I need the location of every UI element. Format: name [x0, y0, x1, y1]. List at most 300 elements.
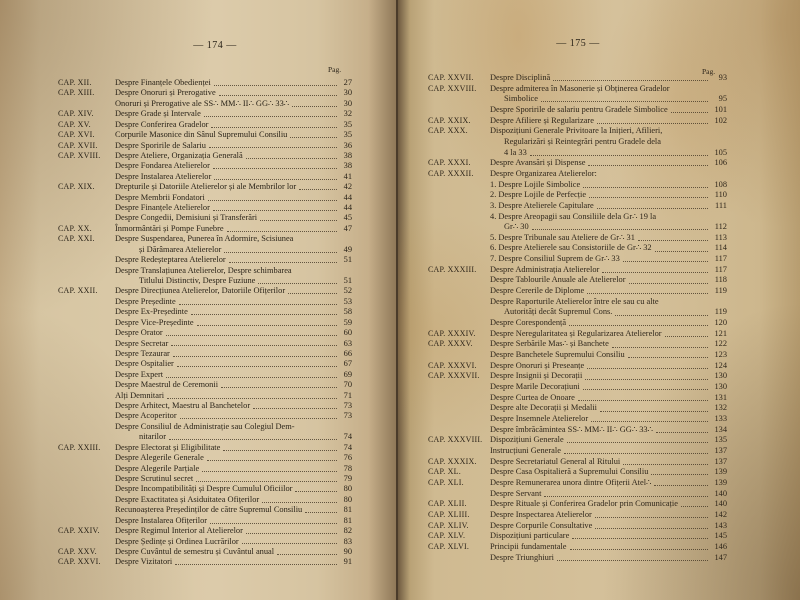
- dot-leader: [564, 452, 708, 454]
- entry-title: Despre Afiliere și Regularizare: [490, 115, 594, 125]
- toc-row: [58, 276, 352, 286]
- toc-row: [428, 318, 727, 329]
- toc-row: [58, 359, 352, 369]
- chapter-label: CAP. XV.: [58, 119, 91, 129]
- entry-page-number: 118: [714, 275, 727, 285]
- entry-page-number: 47: [343, 223, 352, 233]
- entry-page-number: 70: [343, 380, 352, 390]
- dot-leader: [295, 490, 337, 492]
- entry-title: Despre Ateliere, Organizația Generală: [115, 150, 243, 160]
- entry-page-number: 133: [714, 413, 727, 423]
- entry-page-number: 140: [714, 488, 727, 498]
- dot-leader: [578, 399, 708, 401]
- entry-page-number: 112: [714, 222, 727, 232]
- toc-row: [58, 505, 352, 515]
- dot-leader: [166, 376, 337, 378]
- chapter-label: CAP. XIX.: [58, 182, 95, 192]
- toc-row: [58, 370, 352, 380]
- dot-leader: [221, 386, 337, 388]
- toc-row: [428, 403, 727, 414]
- entry-page-number: 41: [343, 171, 352, 181]
- entry-page-number: 102: [714, 115, 727, 125]
- dot-leader: [277, 553, 337, 555]
- toc-row: [428, 499, 727, 510]
- table-of-contents: [428, 73, 727, 563]
- toc-row: [58, 245, 352, 255]
- entry-page-number: 135: [714, 435, 727, 445]
- toc-row: [58, 161, 352, 171]
- entry-page-number: 38: [343, 150, 352, 160]
- entry-title: Despre Expert: [115, 369, 164, 379]
- dot-leader: [202, 470, 337, 472]
- entry-title: Despre Inspectarea Atelierelor: [490, 509, 592, 519]
- entry-title: Despre Tezaurar: [115, 348, 170, 358]
- entry-title: Despre Translațiunea Atelierelor, Despre schimbarea: [115, 265, 292, 275]
- entry-title: Despre Sporirile de Salariu: [115, 140, 206, 150]
- page-number: — 175 —: [556, 38, 600, 49]
- chapter-label: CAP. XXVII.: [428, 72, 474, 82]
- toc-row: [58, 474, 352, 484]
- entry-title: 3. Despre Atelierele Capitulare: [490, 200, 594, 210]
- dot-leader: [595, 527, 708, 529]
- entry-page-number: 79: [343, 474, 352, 484]
- entry-page-number: 119: [714, 307, 727, 317]
- toc-row: [428, 190, 727, 201]
- toc-row: [428, 553, 727, 564]
- entry-page-number: 71: [343, 390, 352, 400]
- toc-row: [428, 244, 727, 255]
- entry-page-number: 110: [714, 190, 727, 200]
- entry-title: 4 la 33: [504, 147, 527, 157]
- dot-leader: [262, 501, 337, 503]
- entry-title: Despre Alegerile Generale: [115, 453, 204, 463]
- entry-title: Despre Tablourile Anuale ale Atelierelor: [490, 275, 626, 285]
- toc-row: [58, 234, 352, 244]
- entry-title: Despre Orator: [115, 328, 163, 338]
- toc-row: [58, 557, 352, 567]
- entry-page-number: 35: [343, 119, 352, 129]
- dot-leader: [171, 344, 337, 346]
- dot-leader: [587, 292, 708, 294]
- dot-leader: [541, 100, 708, 102]
- toc-row: [58, 130, 352, 140]
- dot-leader: [572, 537, 708, 539]
- entry-title: Despre Instalarea Ofițerilor: [115, 515, 208, 525]
- entry-page-number: 142: [714, 509, 727, 519]
- toc-row: [428, 275, 727, 286]
- chapter-label: CAP. XXI.: [58, 234, 95, 244]
- chapter-label: CAP. XXV.: [58, 546, 97, 556]
- chapter-label: CAP. XLI.: [428, 477, 464, 487]
- entry-page-number: 27: [343, 77, 352, 87]
- dot-leader: [214, 84, 337, 86]
- dot-leader: [258, 282, 337, 284]
- entry-title: Despre Onoruri și Preseanțe: [490, 360, 585, 370]
- entry-title: Înmormântări și Pompe Funebre: [115, 223, 224, 233]
- toc-row: [58, 266, 352, 276]
- dot-leader: [671, 111, 708, 113]
- page-number: — 174 —: [193, 40, 237, 51]
- entry-title: Despre Regimul Interior al Atelierelor: [115, 526, 243, 536]
- toc-row: [58, 78, 352, 88]
- dot-leader: [530, 154, 708, 156]
- dot-leader: [567, 441, 708, 443]
- dot-leader: [208, 199, 337, 201]
- entry-page-number: 80: [343, 494, 352, 504]
- entry-page-number: 59: [343, 317, 352, 327]
- entry-page-number: 132: [714, 403, 727, 413]
- entry-title: Despre Exactitatea și Asiduitatea Ofițerilor: [115, 494, 260, 504]
- dot-leader: [651, 473, 708, 475]
- dot-leader: [569, 324, 708, 326]
- dot-leader: [242, 542, 337, 544]
- toc-row: [58, 109, 352, 119]
- toc-row: [58, 182, 352, 192]
- entry-title: Despre Raporturile Atelierelor între ele sau cu alte: [490, 296, 659, 306]
- chapter-label: CAP. XXXI.: [428, 158, 471, 168]
- chapter-label: CAP. XXXVII.: [428, 371, 480, 381]
- entry-title: Despre Redeșteptarea Atelierelor: [115, 255, 226, 265]
- toc-row: [428, 137, 727, 148]
- entry-title: Despre Scrutinul secret: [115, 474, 194, 484]
- entry-page-number: 114: [714, 243, 727, 253]
- toc-row: [58, 286, 352, 296]
- entry-page-number: 51: [343, 255, 352, 265]
- toc-row: [58, 537, 352, 547]
- dot-leader: [175, 563, 337, 565]
- entry-page-number: 119: [714, 286, 727, 296]
- dot-leader: [223, 449, 337, 451]
- entry-title: Simbolice: [504, 94, 538, 104]
- entry-title: Despre Corespondență: [490, 318, 567, 328]
- toc-row: [428, 212, 727, 223]
- toc-row: [428, 169, 727, 180]
- entry-page-number: 73: [343, 411, 352, 421]
- chapter-label: CAP. XXXVIII.: [428, 435, 483, 445]
- entry-page-number: 81: [343, 515, 352, 525]
- chapter-label: CAP. XXVIII.: [428, 83, 477, 93]
- toc-row: [428, 158, 727, 169]
- chapter-label: CAP. XLVI.: [428, 541, 470, 551]
- dot-leader: [209, 146, 337, 148]
- entry-page-number: 30: [343, 88, 352, 98]
- toc-row: [428, 531, 727, 542]
- dot-leader: [532, 228, 708, 230]
- entry-title: Despre Marile Decorațiuni: [490, 382, 580, 392]
- entry-page-number: 63: [343, 338, 352, 348]
- dot-leader: [628, 356, 708, 358]
- dot-leader: [204, 115, 337, 117]
- dot-leader: [219, 94, 337, 96]
- entry-page-number: 105: [714, 147, 727, 157]
- entry-page-number: 91: [343, 557, 352, 567]
- entry-page-number: 44: [343, 203, 352, 213]
- entry-title: Dispozițiuni Generale Privitoare la Inițieri, Afilieri,: [490, 126, 663, 136]
- chapter-label: CAP. XVII.: [58, 140, 98, 150]
- toc-row: [58, 213, 352, 223]
- entry-page-number: 143: [714, 520, 727, 530]
- entry-title: Despre Serbările Mas∴ și Banchete: [490, 339, 609, 349]
- toc-row: [58, 99, 352, 109]
- chapter-label: CAP. XXIII.: [58, 442, 101, 452]
- entry-title: Despre Grade și Intervale: [115, 109, 201, 119]
- toc-row: [58, 172, 352, 182]
- entry-title: Despre Arhitect, Maestru al Banchetelor: [115, 401, 251, 411]
- entry-page-number: 53: [343, 296, 352, 306]
- entry-title: 6. Despre Atelierele sau Consistoriile de Gr∴ 32: [490, 243, 652, 253]
- entry-title: Recunoașterea Președinților de către Supremul Consiliu: [115, 505, 303, 515]
- entry-title: Dispozițiuni Generale: [490, 435, 564, 445]
- entry-page-number: 113: [714, 232, 727, 242]
- entry-title: Principii fundamentale: [490, 541, 567, 551]
- toc-row: [428, 510, 727, 521]
- dot-leader: [167, 397, 337, 399]
- entry-page-number: 83: [343, 536, 352, 546]
- toc-row: [58, 88, 352, 98]
- entry-title: Despre Remunerarea unora dintre Ofițerii Atel∴: [490, 477, 652, 487]
- entry-title: Despre Vizitatori: [115, 557, 173, 567]
- toc-row: [58, 339, 352, 349]
- dot-leader: [207, 459, 337, 461]
- pag-column-label: Pag.: [328, 65, 342, 74]
- chapter-label: CAP. XXIV.: [58, 526, 100, 536]
- entry-title: Regularizări și Reintegrări pentru Gradele dela: [504, 136, 661, 146]
- entry-title: Despre Administrația Atelierelor: [490, 264, 600, 274]
- toc-row: [58, 391, 352, 401]
- dot-leader: [623, 463, 708, 465]
- chapter-label: CAP. XXXV.: [428, 339, 473, 349]
- entry-page-number: 44: [343, 192, 352, 202]
- toc-row: [428, 414, 727, 425]
- toc-row: [58, 141, 352, 151]
- toc-row: [428, 126, 727, 137]
- entry-title: Despre Conferirea Gradelor: [115, 119, 209, 129]
- entry-page-number: 137: [714, 445, 727, 455]
- toc-row: [428, 339, 727, 350]
- chapter-label: CAP. XLIV.: [428, 520, 469, 530]
- dot-leader: [638, 239, 708, 241]
- entry-title: Despre Electorat și Eligibilitate: [115, 442, 221, 452]
- toc-row: [428, 297, 727, 308]
- entry-title: Despre Ospitalier: [115, 359, 174, 369]
- entry-title: Despre Avansări și Dispense: [490, 158, 586, 168]
- toc-row: [428, 489, 727, 500]
- entry-title: Despre Insignii și Decorații: [490, 371, 583, 381]
- dot-leader: [612, 346, 708, 348]
- entry-title: Despre Vice-Președinte: [115, 317, 194, 327]
- entry-title: Despre Maestrul de Ceremonii: [115, 380, 219, 390]
- entry-page-number: 66: [343, 348, 352, 358]
- entry-page-number: 140: [714, 499, 727, 509]
- dot-leader: [196, 480, 337, 482]
- toc-row: [428, 73, 727, 84]
- dot-leader: [588, 164, 708, 166]
- entry-page-number: 95: [718, 94, 727, 104]
- entry-title: 7. Despre Consiliul Suprem de Gr∴ 33: [490, 254, 620, 264]
- chapter-label: CAP. XXXIII.: [428, 264, 477, 274]
- entry-page-number: 58: [343, 307, 352, 317]
- entry-title: Despre îmbrăcămintea SS∴ MM∴ II∴ GG∴ 33∴: [490, 424, 653, 434]
- entry-page-number: 82: [343, 526, 352, 536]
- chapter-label: CAP. XLV.: [428, 531, 466, 541]
- entry-page-number: 74: [343, 442, 352, 452]
- entry-page-number: 81: [343, 505, 352, 515]
- toc-row: [428, 361, 727, 372]
- toc-row: [58, 526, 352, 536]
- toc-row: [58, 380, 352, 390]
- toc-row: [428, 286, 727, 297]
- entry-title: Instrucțiuni Generale: [490, 445, 561, 455]
- entry-title: 2. Despre Lojile de Perfecție: [490, 190, 587, 200]
- entry-page-number: 124: [714, 360, 727, 370]
- toc-row: [58, 328, 352, 338]
- entry-page-number: 73: [343, 401, 352, 411]
- dot-leader: [591, 420, 708, 422]
- dot-leader: [544, 495, 708, 497]
- dot-leader: [214, 178, 337, 180]
- dot-leader: [246, 157, 337, 159]
- entry-page-number: 52: [343, 286, 352, 296]
- toc-row: [428, 521, 727, 532]
- toc-row: [428, 84, 727, 95]
- entry-title: Despre Rituale și Conferirea Gradelor prin Comunicație: [490, 499, 678, 509]
- toc-row: [428, 329, 727, 340]
- toc-row: [58, 349, 352, 359]
- toc-row: [428, 446, 727, 457]
- entry-title: Corpurile Masonice din Sânul Supremului Consiliu: [115, 130, 288, 140]
- toc-row: [428, 307, 727, 318]
- chapter-label: CAP. XVIII.: [58, 150, 101, 160]
- entry-title: Dispozițiuni particulare: [490, 531, 570, 541]
- entry-title: 4. Despre Areopagii sau Consiliile dela Gr∴ 19 la: [490, 211, 657, 221]
- entry-page-number: 76: [343, 453, 352, 463]
- entry-page-number: 123: [714, 350, 727, 360]
- dot-leader: [305, 511, 337, 513]
- entry-title: Despre Alegerile Parțiale: [115, 463, 200, 473]
- toc-row: [58, 443, 352, 453]
- toc-row: [428, 467, 727, 478]
- entry-title: Despre Ex-Președinte: [115, 307, 188, 317]
- chapter-label: CAP. XL.: [428, 467, 461, 477]
- entry-page-number: 137: [714, 456, 727, 466]
- chapter-label: CAP. XLII.: [428, 499, 467, 509]
- toc-row: [428, 371, 727, 382]
- dot-leader: [211, 126, 337, 128]
- entry-page-number: 51: [343, 276, 352, 285]
- entry-title: Despre Sporirile de salariu pentru Gradele Simbolice: [490, 104, 668, 114]
- toc-row: [428, 350, 727, 361]
- dot-leader: [197, 324, 337, 326]
- toc-row: [58, 484, 352, 494]
- entry-title: Despre Direcțiunea Atelierelor, Datoriile Ofițerilor: [115, 286, 286, 296]
- entry-title: Despre Triunghiuri: [490, 552, 554, 562]
- toc-row: [428, 425, 727, 436]
- dot-leader: [583, 186, 708, 188]
- entry-page-number: 121: [714, 328, 727, 338]
- entry-title: Despre Suspendarea, Punerea în Adormire, Scisiunea: [115, 234, 294, 244]
- chapter-label: CAP. XXXIV.: [428, 328, 476, 338]
- dot-leader: [213, 167, 337, 169]
- entry-title: 1. Despre Lojile Simbolice: [490, 179, 581, 189]
- toc-row: [58, 547, 352, 557]
- dot-leader: [570, 548, 708, 550]
- toc-row: [58, 120, 352, 130]
- toc-row: [58, 464, 352, 474]
- dot-leader: [597, 207, 708, 209]
- entry-title: Despre Corpurile Consultative: [490, 520, 593, 530]
- entry-page-number: 111: [715, 200, 727, 210]
- entry-title: Despre Secretar: [115, 338, 169, 348]
- entry-title: Despre Curtea de Onoare: [490, 392, 575, 402]
- entry-title: Alți Demnitari: [115, 390, 165, 400]
- dot-leader: [210, 522, 337, 524]
- dot-leader: [191, 313, 337, 315]
- entry-title: Despre Disciplină: [490, 72, 551, 82]
- dot-leader: [589, 196, 708, 198]
- toc-row: [428, 393, 727, 404]
- dot-leader: [655, 250, 708, 252]
- toc-row: [428, 265, 727, 276]
- entry-page-number: 147: [714, 552, 727, 562]
- entry-page-number: 90: [343, 546, 352, 556]
- dot-leader: [557, 559, 708, 561]
- chapter-label: CAP. XXIX.: [428, 115, 471, 125]
- toc-row: [58, 432, 352, 442]
- chapter-label: CAP. XIII.: [58, 88, 95, 98]
- entry-page-number: 134: [714, 424, 727, 434]
- entry-title: Onoruri și Prerogative ale SS∴ MM∴ II∴ GG∴ 33∴: [115, 98, 290, 108]
- dot-leader: [169, 438, 337, 440]
- dot-leader: [166, 334, 337, 336]
- dot-leader: [253, 407, 337, 409]
- entry-page-number: 38: [343, 161, 352, 171]
- toc-row: [428, 201, 727, 212]
- dot-leader: [656, 431, 708, 433]
- toc-row: [428, 105, 727, 116]
- entry-page-number: 130: [714, 371, 727, 381]
- dot-leader: [229, 261, 337, 263]
- chapter-label: CAP. XXXII.: [428, 168, 474, 178]
- chapter-label: CAP. XXXVI.: [428, 360, 477, 370]
- right-page: [398, 0, 800, 600]
- entry-page-number: 122: [714, 339, 727, 349]
- entry-title: Despre Congedii, Demisiuni și Transferări: [115, 213, 258, 223]
- toc-row: [58, 422, 352, 432]
- entry-title: Despre Incompatibilități și Despre Cumulul Oficiilor: [115, 484, 293, 494]
- entry-title: și Dărâmarea Atelierelor: [139, 244, 222, 254]
- dot-leader: [615, 314, 708, 316]
- entry-title: Despre Acoperitor: [115, 411, 177, 421]
- entry-page-number: 130: [714, 382, 727, 392]
- toc-row: [58, 412, 352, 422]
- toc-row: [58, 453, 352, 463]
- entry-page-number: 117: [714, 254, 727, 264]
- entry-title: Despre Membrii Fondatori: [115, 192, 205, 202]
- entry-page-number: 60: [343, 328, 352, 338]
- toc-row: [58, 401, 352, 411]
- toc-row: [428, 435, 727, 446]
- entry-title: Despre Banchetele Supremului Consiliu: [490, 350, 625, 360]
- dot-leader: [654, 484, 708, 486]
- entry-title: Despre Fondarea Atelierelor: [115, 161, 210, 171]
- entry-title: Despre Consiliul de Administrație sau Colegiul Dem-: [115, 421, 295, 431]
- chapter-label: CAP. XXX.: [428, 126, 468, 136]
- dot-leader: [681, 505, 708, 507]
- entry-title: Despre Instalarea Atelierelor: [115, 171, 212, 181]
- entry-page-number: 32: [343, 109, 352, 119]
- entry-page-number: 67: [343, 359, 352, 369]
- toc-row: [58, 297, 352, 307]
